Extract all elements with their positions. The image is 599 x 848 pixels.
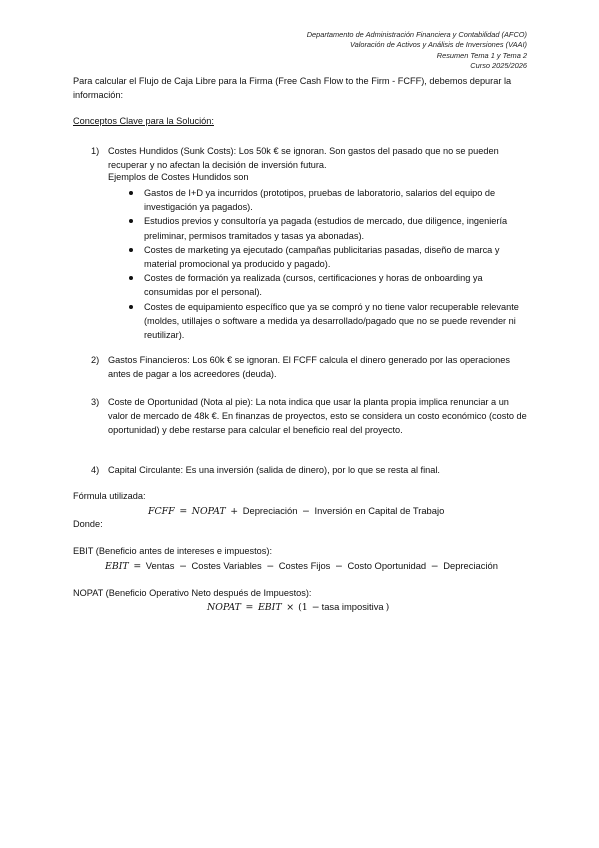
item-text: Gastos Financieros: Los 60k € se ignoran. El FCFF calcula el dinero generado por las operaciones antes de pagar a los acreedores (deuda). xyxy=(108,355,510,380)
where-label: Donde: xyxy=(73,519,103,529)
list-item-financial-costs xyxy=(91,353,531,381)
bullet-icon xyxy=(129,191,133,195)
nopat-formula: NOPAT = EBIT × (1 − tasa impositiva ) xyxy=(207,601,390,613)
header-course-name: Valoración de Activos y Análisis de Inversiones (VAAI) xyxy=(349,40,527,50)
bullet-item: Gastos de I+D ya incurridos (prototipos, pruebas de laboratorio, salarios del equipo de investigación ya pagados). xyxy=(126,186,526,214)
item-number: 1) xyxy=(91,146,100,156)
bullet-item: Costes de equipamiento específico que ya se compró y no tiene valor recuperable relevante (moldes, utillajes o software a medida ya desarrollado/pagado que no se puede revender ni reutilizar). xyxy=(126,300,526,343)
bullet-item: Costes de formación ya realizada (cursos, certificaciones y horas de onboarding ya consumidas por el personal). xyxy=(126,271,526,299)
sunk-costs-examples-label: Ejemplos de Costes Hundidos son xyxy=(108,172,249,182)
header-summary: Resumen Tema 1 y Tema 2 xyxy=(436,50,527,60)
document-header xyxy=(307,30,527,72)
fcff-formula: FCFF = NOPAT + Depreciación − Inversión en Capital de Trabajo xyxy=(148,505,445,517)
sunk-costs-examples-list xyxy=(126,186,526,342)
item-number: 2) xyxy=(91,355,100,365)
bullet-icon xyxy=(129,276,133,280)
list-item-sunk-costs xyxy=(91,144,531,172)
ebit-formula: EBIT = Ventas − Costes Variables − Costes Fijos − Costo Oportunidad − Depreciación xyxy=(105,560,498,572)
item-number: 4) xyxy=(91,465,100,475)
list-item-opportunity-cost xyxy=(91,395,531,438)
bullet-item: Estudios previos y consultoría ya pagada (estudios de mercado, due diligence, ingeniería preliminar, permisos tramitados y tasas ya abonadas). xyxy=(126,214,526,242)
header-academic-year: Curso 2025/2026 xyxy=(470,61,527,71)
item-text: Coste de Oportunidad (Nota al pie): La nota indica que usar la planta propia implica renunciar a un valor de mercado de 48k €. En finanzas de proyectos, esto se considera un costo económico (costo de oportunidad) y debe restarse para calcular el beneficio real del proyecto. xyxy=(108,397,527,436)
nopat-label: NOPAT (Beneficio Operativo Neto después de Impuestos): xyxy=(73,588,312,598)
intro-paragraph: Para calcular el Flujo de Caja Libre para la Firma (Free Cash Flow to the Firm - FCFF), debemos depurar la información: xyxy=(73,76,512,101)
bullet-icon xyxy=(129,248,133,252)
header-department: Departamento de Administración Financiera y Contabilidad (AFCO) xyxy=(306,30,527,39)
section-title: Conceptos Clave para la Solución: xyxy=(73,116,214,126)
formula-label: Fórmula utilizada: xyxy=(73,491,146,501)
bullet-icon xyxy=(129,219,133,223)
item-text: Costes Hundidos (Sunk Costs): Los 50k € se ignoran. Son gastos del pasado que no se pueden recuperar y no afectan la decisión de inversión futura. xyxy=(108,146,499,171)
ebit-label: EBIT (Beneficio antes de intereses e impuestos): xyxy=(73,546,272,556)
bullet-icon xyxy=(129,305,133,309)
item-number: 3) xyxy=(91,397,100,407)
bullet-item: Costes de marketing ya ejecutado (campañas publicitarias pasadas, diseño de marca y material promocional ya producido y pagado). xyxy=(126,243,526,271)
item-text: Capital Circulante: Es una inversión (salida de dinero), por lo que se resta al final. xyxy=(108,465,440,475)
list-item-working-capital xyxy=(91,463,531,477)
